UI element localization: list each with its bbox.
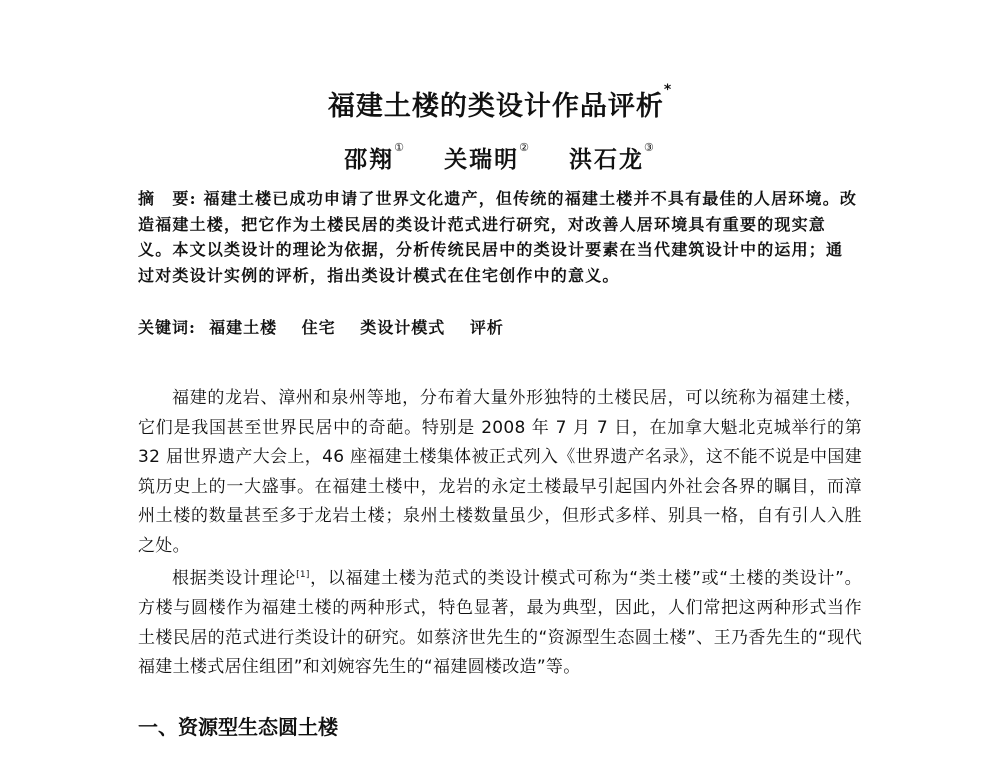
section-heading: 一、资源型生态圆土楼 — [138, 715, 338, 739]
author-1: 邵翔① — [344, 141, 407, 173]
keywords — [138, 315, 858, 338]
abstract — [138, 186, 858, 288]
paragraph-2: 根据类设计理论[1]，以福建土楼为范式的类设计模式可称为“类土楼”或“土楼的类设计”。方楼与圆楼作为福建土楼的两种形式，特色显著，最为典型，因此，人们常把这两种形式当作土楼民居的范式进行类设计的研究。如蔡济世先生的“资源型生态圆土楼”、王乃香先生的“现代福建土楼式居住组团”和刘婉容先生的“福建圆楼改造”等。 — [138, 568, 862, 678]
keyword: 类设计模式 — [360, 318, 446, 337]
keyword: 福建土楼 — [209, 318, 278, 337]
abstract-label: 摘 要: — [138, 189, 197, 208]
keyword: 评析 — [469, 318, 504, 337]
author-3: 洪石龙③ — [568, 141, 656, 173]
paragraph-1: 福建的龙岩、漳州和泉州等地，分布着大量外形独特的土楼民居，可以统称为福建土楼，它们是我国甚至世界民居中的奇葩。特别是 2008 年 7 月 7 日，在加拿大魁北克城举行的第 32 届世界遗产大会上，46 座福建土楼集体被正式列入《世界遗产名录》，这不能不说是中国建筑历史上的一大盛事。在福建土楼中，龙岩的永定土楼最早引起国内外社会各界的瞩目，而漳州土楼的数量甚至多于龙岩土楼；泉州土楼数量虽少，但形式多样、别具一格，自有引人入胜之处。 — [138, 388, 862, 556]
author-2: 关瑞明② — [444, 141, 531, 173]
title-footnote-mark: * — [663, 82, 673, 98]
author-list — [0, 141, 1000, 174]
paper-title: 福建土楼的类设计作品评析* — [327, 82, 673, 122]
citation-ref: [1] — [296, 570, 310, 580]
abstract-text: 福建土楼已成功申请了世界文化遗产，但传统的福建土楼并不具有最佳的人居环境。改造福建土楼，把它作为土楼民居的类设计范式进行研究，对改善人居环境具有重要的现实意义。本文以类设计的理论为依据，分析传统民居中的类设计要素在当代建筑设计中的运用；通过对类设计实例的评析，指出类设计模式在住宅创作中的意义。 — [138, 189, 858, 285]
keyword: 住宅 — [301, 318, 336, 337]
keywords-label: 关键词: — [138, 318, 196, 337]
body-text — [138, 384, 862, 683]
